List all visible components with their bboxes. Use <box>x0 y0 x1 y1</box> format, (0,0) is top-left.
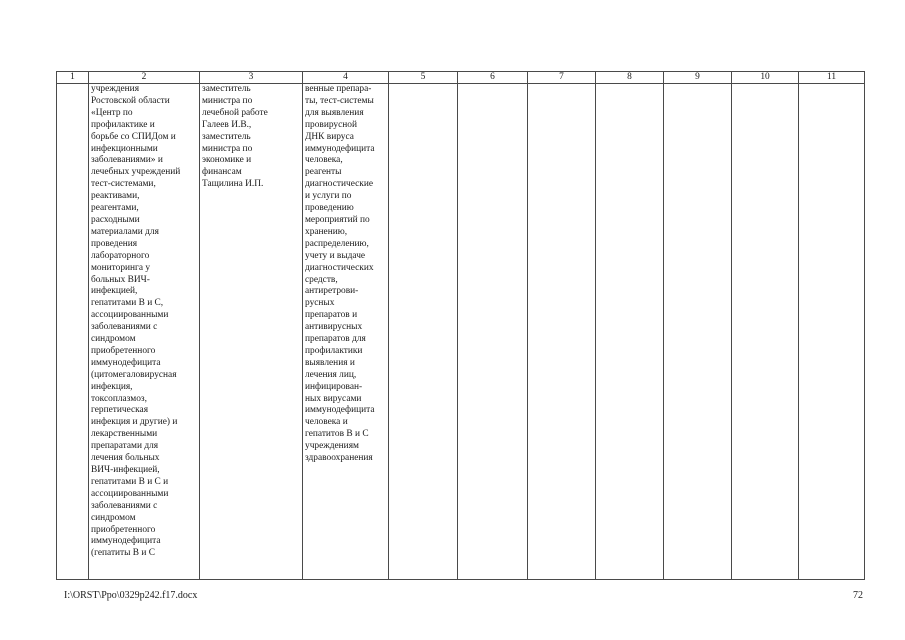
table-cell <box>799 84 865 580</box>
column-number: 8 <box>596 72 664 84</box>
column-number: 6 <box>458 72 528 84</box>
page-number: 72 <box>853 590 863 601</box>
column-number: 3 <box>200 72 303 84</box>
column-number: 11 <box>799 72 865 84</box>
column-number: 10 <box>732 72 799 84</box>
column-number: 2 <box>89 72 200 84</box>
table-cell <box>458 84 528 580</box>
table-cell <box>389 84 458 580</box>
table-cell <box>528 84 596 580</box>
table-row <box>57 84 865 580</box>
file-path-footer: I:\ORST\Ppo\0329p242.f17.docx <box>64 590 198 601</box>
column-number: 7 <box>528 72 596 84</box>
table-cell: заместитель министра по лечебной работе Галеев И.В., заместитель министра по экономике и финансам Тащилина И.П. <box>200 84 303 580</box>
table-cell: венные препара- ты, тест-системы для выявления провирусной ДНК вируса иммунодефицита человека, реагенты диагностические и услуги по проведению мероприятий по хранению, распределению, учету и выдаче диагностических средств, антиретрови- русных препаратов и антивирусных препаратов для профилактики выявления и лечения лиц, инфицирован- ных вирусами иммунодефицита человека и гепатитов В и С учреждениям здравоохранения <box>303 84 389 580</box>
column-number: 4 <box>303 72 389 84</box>
column-number: 9 <box>664 72 732 84</box>
table-cell <box>732 84 799 580</box>
table-cell <box>664 84 732 580</box>
table-cell: учреждения Ростовской области «Центр по профилактике и борьбе со СПИДом и инфекционными заболеваниями» и лечебных учреждений тест-системами, реактивами, реагентами, расходными материалами для проведения лабораторного мониторинга у больных ВИЧ- инфекцией, гепатитами В и С, ассоциированными заболеваниями с синдромом приобретенного иммунодефицита (цитомегаловирусная инфекция, токсоплазмоз, герпетическая инфекция и другие) и лекарственными препаратами для лечения больных ВИЧ-инфекцией, гепатитами В и С и ассоциированными заболеваниями с синдромом приобретенного иммунодефицита (гепатиты В и С <box>89 84 200 580</box>
data-table <box>56 71 865 580</box>
column-number: 1 <box>57 72 89 84</box>
table-cell <box>57 84 89 580</box>
header-row <box>57 72 865 84</box>
column-number: 5 <box>389 72 458 84</box>
table-cell <box>596 84 664 580</box>
